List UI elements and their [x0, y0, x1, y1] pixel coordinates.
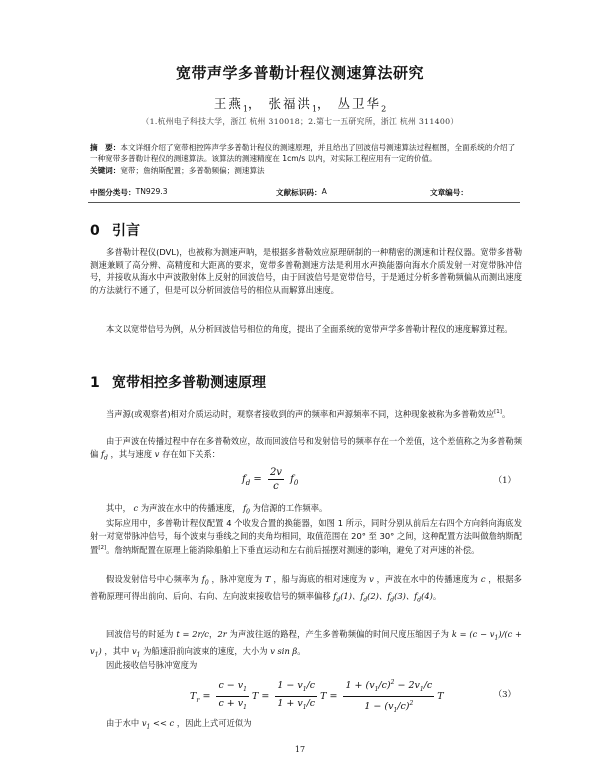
- author-name: 王燕: [213, 96, 243, 111]
- citation-ref: [2]: [98, 545, 107, 552]
- doc-code-value: A: [321, 187, 327, 196]
- paragraph: 实际应用中，多普勒计程仪配置 4 个收发合置的换能器，如图 1 所示，同时分别从前后左右四个方向斜向海底发射一对宽带脉冲信号，每个波束与垂线之间的夹角均相同，取值范围在 20° 至 30° 之间，这种配置方法叫做詹纳斯配置[2]。詹纳斯配置在原理上能消除船舶上下垂直运动和左右前后摇摆对测速的影响，避免了对声速的补偿。: [90, 518, 522, 555]
- paragraph: 因此接收信号脉冲宽度为: [106, 660, 198, 670]
- header-divider: [88, 202, 520, 203]
- equation-3: $T_r$ = $\frac{c - v_1}{c + v_1}$ T = $\frac{1 - v_1/c}{1 + v_1/c}$ T = $\frac{1 + (v_1/c)^2 - 2v_1/c}{1 - (v_1/c)^2}$ T （3）: [90, 676, 522, 712]
- author-separator: ，: [317, 96, 332, 111]
- article-number-label: 文章编号：: [430, 188, 468, 197]
- paragraph: 回波信号的时延为 t = 2r/c，2r 为声波往返的路程，产生多普勒频偏的时间尺度压缩因子为 $k = (c - v_1)/(c + v_1)$ ，其中 $v_1$ 为船速沿前向波束的速度，大小为 v sin β。: [90, 629, 522, 659]
- author-affiliation-mark: 1: [311, 104, 318, 114]
- clc-label: 中图分类号：: [90, 188, 136, 197]
- affiliations: （1.杭州电子科技大学，浙江 杭州 310018；2.第七一五研究所，浙江 杭州 311400）: [141, 117, 459, 126]
- paragraph: 其中， c 为声波在水中的传播速度， $f_0$ 为信源的工作频率。: [106, 503, 328, 516]
- equation-number: （1）: [493, 476, 516, 486]
- author-affiliation-mark: 1: [242, 104, 248, 114]
- equation-number: （3）: [493, 690, 516, 700]
- classification-row: [90, 187, 520, 199]
- author-line: [0, 94, 600, 114]
- author-name: 丛卫华: [337, 96, 382, 111]
- abstract-text: 本文详细介绍了宽带相控阵声学多普勒计程仪的测速原理，并且给出了回波信号测速算法过程框图，全面系统的介绍了一种宽带多普勒计程仪的测速算法。该算法的测速精度在 1cm/s 以内，对实际工程应用有一定的价值。: [90, 143, 516, 164]
- section-title: 宽带相控多普勒测速原理: [112, 375, 266, 391]
- citation-ref: [1]: [494, 409, 502, 415]
- paragraph: 假设发射信号中心频率为 $f_0$ ，脉冲宽度为 T ，船与海底的相对速度为 v ，声波在水中的传播速度为 c ，根据多普勒原理可得出前向、后向、右向、左向波束接收信号的频率偏移 $f_d(1)$、$f_d(2)$、$f_d(3)$、$f_d(4)$。: [90, 574, 522, 604]
- section-number: 1: [90, 375, 100, 391]
- paragraph: 本文以宽带信号为例，从分析回波信号相位的角度，提出了全面系统的宽带声学多普勒计程仪的速度解算过程。: [106, 324, 513, 334]
- paragraph: 由于声波在传播过程中存在多普勒效应，故而回波信号和发射信号的频率存在一个差值，这个差值称之为多普勒频偏 $f_d$ ，其与速度 v 存在如下关系：: [90, 436, 522, 462]
- doc-code-label: 文献标识码：: [276, 188, 322, 197]
- abstract-block: [90, 142, 520, 176]
- section-heading: [90, 372, 266, 392]
- clc-value: TN929.3: [135, 187, 168, 196]
- author-separator: ，: [247, 96, 263, 111]
- keywords-text: 宽带；詹纳斯配置；多普勒频偏；测速算法: [120, 165, 265, 175]
- section-title: 引言: [112, 223, 140, 239]
- paragraph: 当声源(或观察者)相对介质运动时，观察者接收到的声的频率和声源频率不同，这种现象被称为多普勒效应[1]。: [106, 408, 511, 419]
- author-affiliation-mark: 2: [381, 104, 387, 114]
- abstract-label: 摘 要：: [90, 143, 121, 152]
- equation-1: $f_d$ = $\frac{2v}{c}$ $f_0$ （1）: [242, 467, 516, 492]
- paragraph: 由于水中 $v_1 << c$ ，因此上式可近似为: [106, 718, 252, 731]
- author-name: 张福洪: [268, 96, 312, 111]
- page-number: 17: [294, 745, 306, 754]
- section-heading: [90, 220, 140, 240]
- paragraph: 多普勒计程仪(DVL)，也被称为测速声呐，是根据多普勒效应原理研制的一种精密的测速和计程仪器。宽带多普勒测速兼顾了高分辨、高精度和大距离的要求，宽带多普勒测速方法是利用水声换能器向海水介质发射一对宽带脉冲信号，并接收从海水中声波散射体上反射的回波信号，由于回波信号是宽带信号，于是通过分析多普勒频偏从而测出速度的方法就行不通了，但是可以分析回波信号的相位从而解算出速度。: [90, 247, 522, 295]
- paper-title: 宽带声学多普勒计程仪测速算法研究: [175, 64, 424, 82]
- section-number: 0: [90, 223, 100, 239]
- keywords-label: 关键词：: [90, 165, 121, 175]
